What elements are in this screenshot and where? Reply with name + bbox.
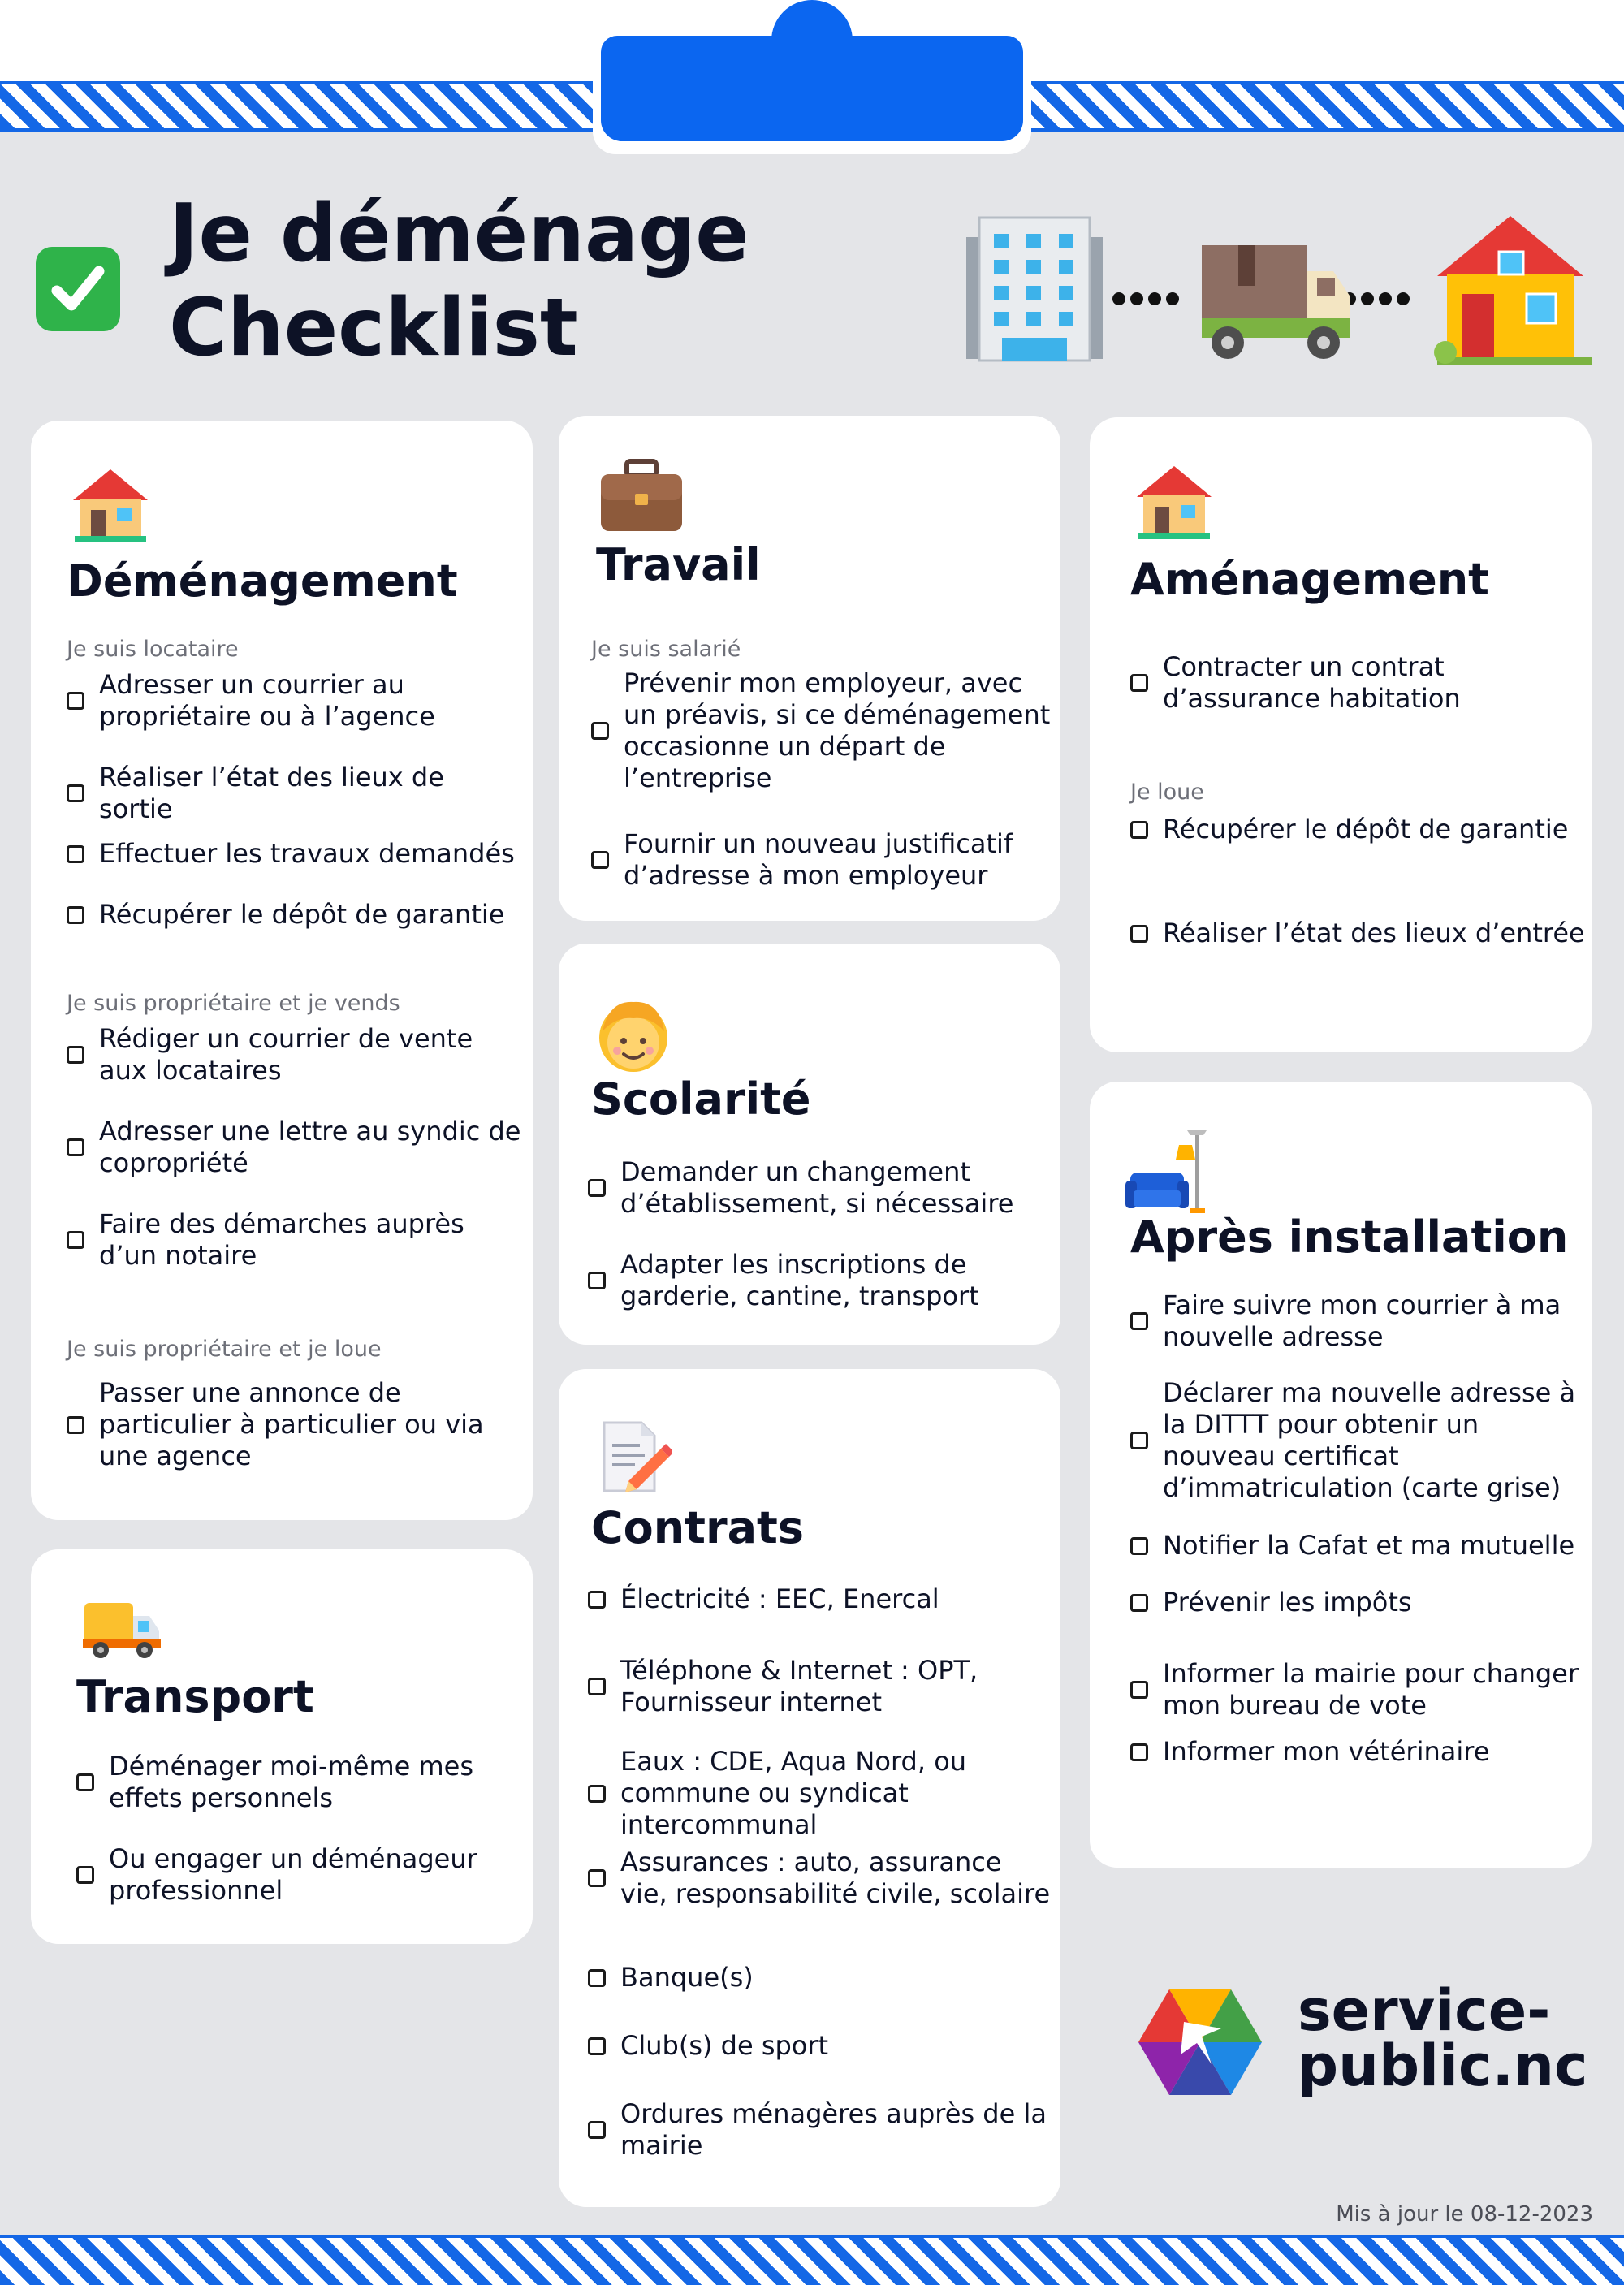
- check-mark-icon: [36, 247, 120, 331]
- checklist-item[interactable]: Contracter un contrat d’assurance habitation: [1130, 651, 1585, 715]
- checklist-item[interactable]: Réaliser l’état des lieux d’entrée: [1130, 918, 1585, 949]
- checklist-item[interactable]: Téléphone & Internet : OPT, Fournisseur internet: [588, 1655, 1051, 1718]
- card-apres-installation: [1090, 1082, 1592, 1868]
- checklist-item[interactable]: Électricité : EEC, Enercal: [588, 1583, 1051, 1615]
- group-label: Je suis propriétaire et je vends: [67, 991, 400, 1016]
- checklist-item[interactable]: Rédiger un courrier de vente aux locataires: [67, 1023, 521, 1086]
- checklist-item[interactable]: Informer mon vétérinaire: [1130, 1736, 1585, 1768]
- couch-lamp-icon: [1125, 1127, 1215, 1216]
- checklist-item[interactable]: Adresser une lettre au syndic de copropriété: [67, 1116, 521, 1179]
- checkbox[interactable]: [67, 692, 84, 710]
- checklist-item[interactable]: Effectuer les travaux demandés: [67, 838, 521, 870]
- checklist-item[interactable]: Adapter les inscriptions de garderie, cantine, transport: [588, 1249, 1051, 1312]
- bottom-pattern-band: [0, 2235, 1624, 2285]
- memo-pencil-icon: [601, 1419, 672, 1494]
- office-building-icon: [966, 218, 1103, 361]
- checkbox[interactable]: [67, 1138, 84, 1156]
- checklist-item[interactable]: Adresser un courrier au propriétaire ou à l’agence: [67, 669, 521, 732]
- checkbox[interactable]: [588, 2121, 606, 2139]
- checkbox[interactable]: [1130, 821, 1148, 839]
- checklist-item[interactable]: Déménager moi-même mes effets personnels: [76, 1751, 523, 1814]
- service-public-wordmark: [1298, 1977, 1588, 2099]
- checkbox[interactable]: [588, 1869, 606, 1887]
- checklist-item[interactable]: Demander un changement d’établissement, si nécessaire: [588, 1156, 1051, 1220]
- checkbox[interactable]: [1130, 674, 1148, 692]
- card-title-demenagement: Déménagement: [67, 555, 458, 607]
- checkbox[interactable]: [1130, 1681, 1148, 1699]
- checklist-item[interactable]: Informer la mairie pour changer mon bureau de vote: [1130, 1658, 1585, 1721]
- checklist-item[interactable]: Récupérer le dépôt de garantie: [67, 899, 521, 931]
- checklist-item[interactable]: Faire des démarches auprès d’un notaire: [67, 1208, 521, 1272]
- checklist-item[interactable]: Notifier la Cafat et ma mutuelle: [1130, 1530, 1585, 1561]
- checklist-item[interactable]: Eaux : CDE, Aqua Nord, ou commune ou syndicat intercommunal: [588, 1746, 1051, 1841]
- group-label: Je loue: [1130, 780, 1204, 805]
- house-icon: [70, 466, 151, 544]
- checkbox[interactable]: [67, 906, 84, 924]
- title-line-2: Checklist: [169, 282, 578, 374]
- checkbox[interactable]: [1130, 925, 1148, 943]
- checkbox[interactable]: [588, 1591, 606, 1609]
- service-public-logo-icon: [1137, 1986, 1263, 2098]
- checkbox[interactable]: [67, 845, 84, 863]
- checklist-item[interactable]: Déclarer ma nouvelle adresse à la DITTT pour obtenir un nouveau certificat d’immatriculation (carte grise): [1130, 1377, 1585, 1504]
- checkbox[interactable]: [588, 1969, 606, 1987]
- checkbox[interactable]: [1130, 1743, 1148, 1761]
- checkbox[interactable]: [67, 1046, 84, 1064]
- checklist-item[interactable]: Réaliser l’état des lieux de sortie: [67, 762, 521, 825]
- checkbox[interactable]: [588, 1179, 606, 1197]
- checkbox[interactable]: [588, 1785, 606, 1803]
- delivery-truck-icon: [81, 1598, 162, 1663]
- card-contrats: [559, 1369, 1060, 2207]
- checkbox[interactable]: [588, 2037, 606, 2055]
- card-title-apres-installation: Après installation: [1130, 1212, 1569, 1263]
- checkbox[interactable]: [76, 1773, 94, 1791]
- house-icon: [1434, 216, 1592, 365]
- checkbox[interactable]: [76, 1866, 94, 1884]
- card-title-amenagement: Aménagement: [1130, 554, 1489, 605]
- page-title: [169, 187, 749, 375]
- card-title-travail: Travail: [596, 539, 761, 590]
- moving-truck-icon: [1202, 245, 1350, 359]
- card-title-scolarite: Scolarité: [591, 1073, 811, 1125]
- card-demenagement: [31, 421, 533, 1520]
- brand-line-2: public.nc: [1298, 2032, 1588, 2099]
- group-label: Je suis salarié: [591, 637, 741, 662]
- checkbox[interactable]: [1130, 1537, 1148, 1555]
- checkbox[interactable]: [67, 784, 84, 802]
- card-amenagement: [1090, 417, 1592, 1052]
- checklist-item[interactable]: Passer une annonce de particulier à particulier ou via une agence: [67, 1377, 521, 1472]
- moving-illustration: [958, 213, 1592, 375]
- checkbox[interactable]: [1130, 1432, 1148, 1449]
- house-icon: [1134, 463, 1215, 541]
- card-title-transport: Transport: [76, 1671, 314, 1722]
- card-travail: [559, 416, 1060, 921]
- checklist-item[interactable]: Banque(s): [588, 1962, 1051, 1993]
- card-transport: [31, 1549, 533, 1944]
- checklist-item[interactable]: Faire suivre mon courrier à ma nouvelle adresse: [1130, 1289, 1585, 1353]
- checklist-item[interactable]: Club(s) de sport: [588, 2030, 1051, 2062]
- checkbox[interactable]: [591, 851, 609, 869]
- checkbox[interactable]: [588, 1678, 606, 1695]
- checklist-item[interactable]: Ou engager un déménageur professionnel: [76, 1843, 523, 1907]
- checklist-item[interactable]: Prévenir les impôts: [1130, 1587, 1585, 1618]
- child-face-icon: [594, 997, 672, 1075]
- brand-line-1: service-: [1298, 1977, 1551, 2044]
- checklist-item[interactable]: Assurances : auto, assurance vie, responsabilité civile, scolaire: [588, 1847, 1051, 1910]
- clipboard-clip-bump: [771, 0, 853, 73]
- checkbox[interactable]: [588, 1272, 606, 1289]
- group-label: Je suis locataire: [67, 637, 239, 662]
- briefcase-icon: [599, 458, 684, 533]
- checklist-item[interactable]: Ordures ménagères auprès de la mairie: [588, 2098, 1051, 2162]
- checkbox[interactable]: [591, 722, 609, 740]
- checklist-item[interactable]: Fournir un nouveau justificatif d’adresse à mon employeur: [591, 828, 1054, 892]
- checkbox[interactable]: [1130, 1594, 1148, 1612]
- card-scolarite: [559, 944, 1060, 1345]
- checkbox[interactable]: [1130, 1312, 1148, 1330]
- card-title-contrats: Contrats: [591, 1502, 805, 1553]
- checklist-item[interactable]: Récupérer le dépôt de garantie: [1130, 814, 1585, 845]
- group-label: Je suis propriétaire et je loue: [67, 1337, 382, 1362]
- checkbox[interactable]: [67, 1231, 84, 1249]
- title-line-1: Je déménage: [169, 188, 749, 280]
- last-updated: Mis à jour le 08-12-2023: [1336, 2202, 1593, 2227]
- checklist-item[interactable]: Prévenir mon employeur, avec un préavis, si ce déménagement occasionne un départ de l’entreprise: [591, 667, 1054, 794]
- checkbox[interactable]: [67, 1416, 84, 1434]
